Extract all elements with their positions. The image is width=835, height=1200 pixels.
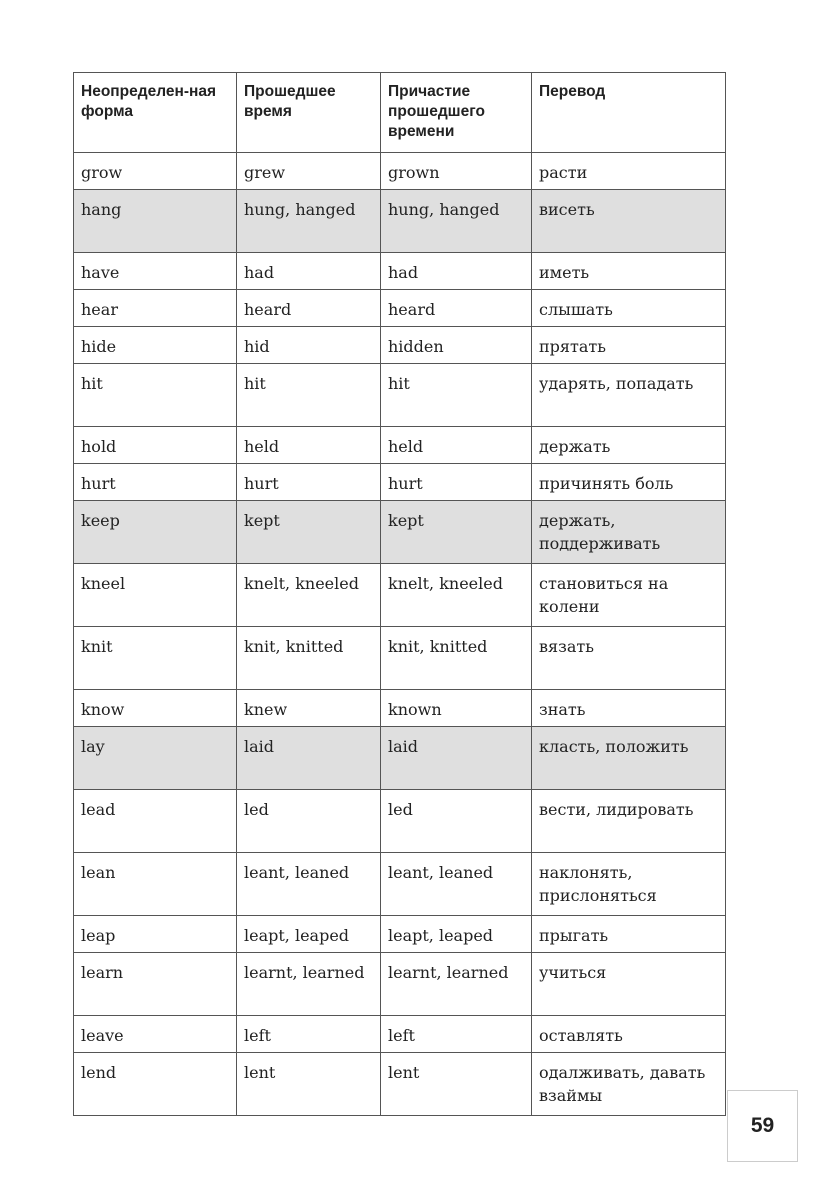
cell-past-participle: lent	[381, 1053, 532, 1116]
table-row	[74, 853, 726, 916]
table-row	[74, 153, 726, 190]
cell-past-tense: lent	[237, 1053, 381, 1116]
cell-translation: держать, поддерживать	[532, 501, 726, 564]
cell-infinitive: kneel	[74, 564, 237, 627]
cell-past-participle: known	[381, 690, 532, 727]
table-row	[74, 627, 726, 690]
header-past-participle: Причастие прошедшего времени	[381, 73, 532, 153]
table-row	[74, 790, 726, 853]
cell-translation: знать	[532, 690, 726, 727]
header-infinitive: Неопределен-ная форма	[74, 73, 237, 153]
cell-translation: вести, лидировать	[532, 790, 726, 853]
cell-translation: ударять, попадать	[532, 364, 726, 427]
cell-translation: прыгать	[532, 916, 726, 953]
page-number: 59	[727, 1090, 798, 1162]
cell-infinitive: keep	[74, 501, 237, 564]
cell-past-participle: hurt	[381, 464, 532, 501]
cell-past-participle: hung, hanged	[381, 190, 532, 253]
cell-past-tense: laid	[237, 727, 381, 790]
table-row	[74, 1053, 726, 1116]
cell-past-participle: heard	[381, 290, 532, 327]
cell-infinitive: knit	[74, 627, 237, 690]
cell-past-participle: led	[381, 790, 532, 853]
cell-past-tense: had	[237, 253, 381, 290]
cell-past-participle: knit, knitted	[381, 627, 532, 690]
table-row	[74, 564, 726, 627]
cell-past-participle: held	[381, 427, 532, 464]
cell-infinitive: leap	[74, 916, 237, 953]
cell-infinitive: hold	[74, 427, 237, 464]
cell-infinitive: hide	[74, 327, 237, 364]
cell-infinitive: hang	[74, 190, 237, 253]
cell-infinitive: hurt	[74, 464, 237, 501]
cell-infinitive: lay	[74, 727, 237, 790]
cell-past-tense: knit, knitted	[237, 627, 381, 690]
table-row	[74, 290, 726, 327]
cell-past-participle: hit	[381, 364, 532, 427]
table-row	[74, 464, 726, 501]
cell-past-tense: led	[237, 790, 381, 853]
cell-translation: класть, положить	[532, 727, 726, 790]
cell-infinitive: have	[74, 253, 237, 290]
cell-past-tense: hid	[237, 327, 381, 364]
cell-past-participle: learnt, learned	[381, 953, 532, 1016]
cell-translation: оставлять	[532, 1016, 726, 1053]
cell-past-participle: left	[381, 1016, 532, 1053]
table-row	[74, 916, 726, 953]
cell-past-tense: grew	[237, 153, 381, 190]
cell-past-participle: had	[381, 253, 532, 290]
cell-past-tense: learnt, learned	[237, 953, 381, 1016]
table-row	[74, 364, 726, 427]
cell-translation: расти	[532, 153, 726, 190]
cell-translation: иметь	[532, 253, 726, 290]
cell-translation: вязать	[532, 627, 726, 690]
cell-translation: становиться на колени	[532, 564, 726, 627]
cell-past-tense: heard	[237, 290, 381, 327]
cell-translation: одалживать, давать взаймы	[532, 1053, 726, 1116]
table-row	[74, 327, 726, 364]
cell-translation: держать	[532, 427, 726, 464]
cell-past-participle: leant, leaned	[381, 853, 532, 916]
cell-past-tense: hurt	[237, 464, 381, 501]
cell-translation: прятать	[532, 327, 726, 364]
cell-infinitive: know	[74, 690, 237, 727]
cell-infinitive: lend	[74, 1053, 237, 1116]
cell-past-participle: laid	[381, 727, 532, 790]
cell-past-tense: leapt, leaped	[237, 916, 381, 953]
cell-infinitive: lead	[74, 790, 237, 853]
cell-infinitive: learn	[74, 953, 237, 1016]
table-row	[74, 1016, 726, 1053]
cell-infinitive: grow	[74, 153, 237, 190]
cell-past-tense: hung, hanged	[237, 190, 381, 253]
cell-past-tense: knew	[237, 690, 381, 727]
cell-past-participle: knelt, kneeled	[381, 564, 532, 627]
cell-past-tense: leant, leaned	[237, 853, 381, 916]
cell-past-participle: kept	[381, 501, 532, 564]
table-row	[74, 253, 726, 290]
cell-translation: учиться	[532, 953, 726, 1016]
cell-translation: наклонять, прислоняться	[532, 853, 726, 916]
cell-infinitive: lean	[74, 853, 237, 916]
cell-past-tense: hit	[237, 364, 381, 427]
cell-translation: висеть	[532, 190, 726, 253]
table-row	[74, 501, 726, 564]
table-row	[74, 427, 726, 464]
cell-past-tense: left	[237, 1016, 381, 1053]
cell-past-participle: grown	[381, 153, 532, 190]
header-translation: Перевод	[532, 73, 726, 153]
cell-past-participle: leapt, leaped	[381, 916, 532, 953]
cell-infinitive: hear	[74, 290, 237, 327]
table-row	[74, 690, 726, 727]
irregular-verbs-table	[73, 72, 726, 1116]
cell-translation: слышать	[532, 290, 726, 327]
table-header-row	[74, 73, 726, 153]
header-past-tense: Прошедшее время	[237, 73, 381, 153]
cell-translation: причинять боль	[532, 464, 726, 501]
table-row	[74, 953, 726, 1016]
cell-infinitive: hit	[74, 364, 237, 427]
cell-past-tense: held	[237, 427, 381, 464]
cell-past-participle: hidden	[381, 327, 532, 364]
cell-past-tense: kept	[237, 501, 381, 564]
table-row	[74, 190, 726, 253]
cell-past-tense: knelt, kneeled	[237, 564, 381, 627]
cell-infinitive: leave	[74, 1016, 237, 1053]
table-row	[74, 727, 726, 790]
